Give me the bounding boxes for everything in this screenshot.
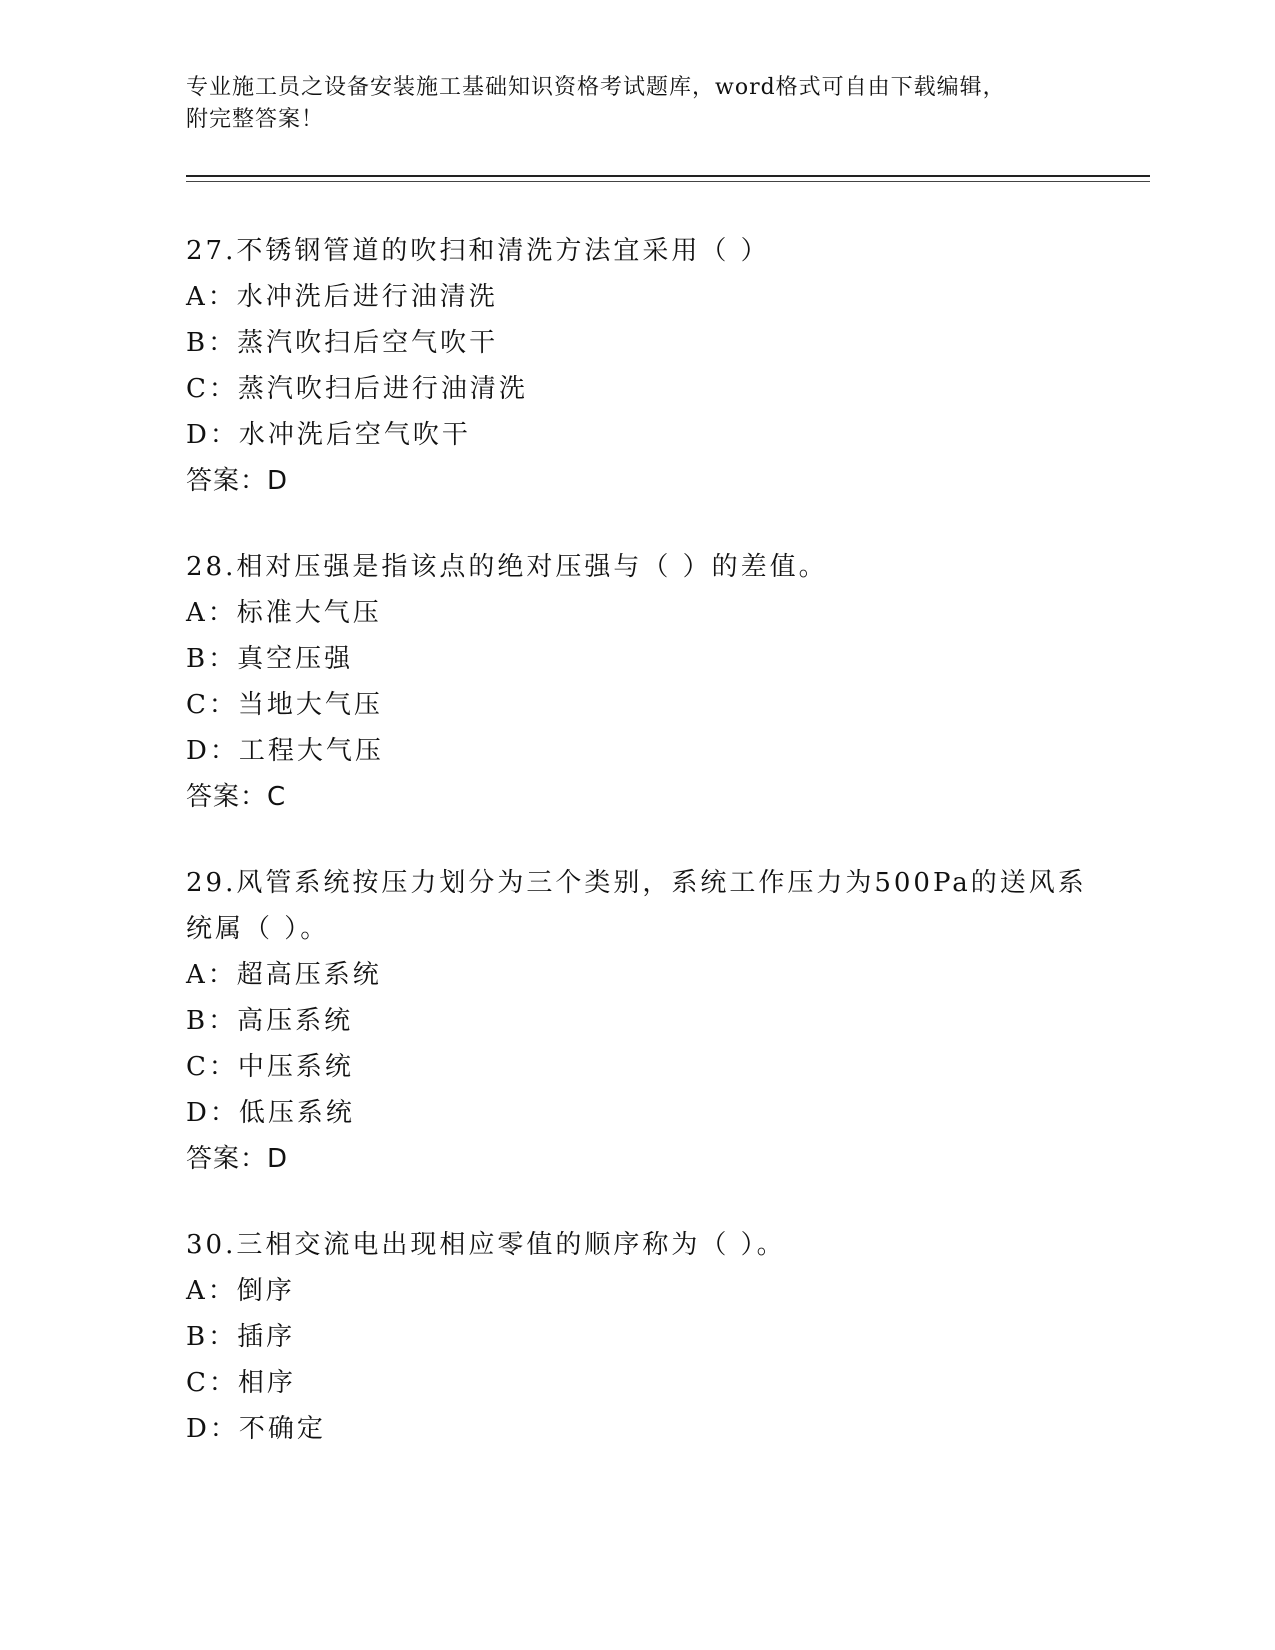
question-stem: 28.相对压强是指该点的绝对压强与（ ）的差值。: [186, 552, 828, 582]
option-b: B：真空压强: [186, 644, 354, 674]
question-29: [186, 860, 1087, 1182]
question-stem: 30.三相交流电出现相应零值的顺序称为（ ）。: [186, 1230, 786, 1260]
option-d: D：水冲洗后空气吹干: [186, 420, 471, 450]
option-a: A：标准大气压: [186, 598, 382, 628]
question-stem-line-1: 29.风管系统按压力划分为三个类别，系统工作压力为500Pa的送风系: [186, 868, 1087, 898]
question-30: [186, 1222, 1076, 1452]
answer-label: 答案：D: [186, 1144, 289, 1174]
option-d: D：低压系统: [186, 1098, 355, 1128]
question-stem: 27.不锈钢管道的吹扫和清洗方法宜采用（ ）: [186, 236, 770, 266]
option-b: B：高压系统: [186, 1006, 354, 1036]
answer-label: 答案：C: [186, 782, 287, 812]
option-b: B：插序: [186, 1322, 296, 1352]
document-header: [186, 72, 1066, 136]
option-a: A：倒序: [186, 1276, 295, 1306]
question-28: [186, 544, 1076, 820]
option-c: C：相序: [186, 1368, 296, 1398]
option-a: A：水冲洗后进行油清洗: [186, 282, 498, 312]
question-27: [186, 228, 1076, 504]
answer-label: 答案：D: [186, 466, 289, 496]
header-line-1: 专业施工员之设备安装施工基础知识资格考试题库，word格式可自由下载编辑，: [186, 75, 1006, 100]
option-c: C：蒸汽吹扫后进行油清洗: [186, 374, 528, 404]
option-c: C：中压系统: [186, 1052, 354, 1082]
option-c: C：当地大气压: [186, 690, 383, 720]
option-a: A：超高压系统: [186, 960, 382, 990]
option-d: D：不确定: [186, 1414, 326, 1444]
header-line-2: 附完整答案！: [186, 107, 325, 132]
header-divider-thick: [186, 175, 1150, 177]
option-b: B：蒸汽吹扫后空气吹干: [186, 328, 499, 358]
option-d: D：工程大气压: [186, 736, 384, 766]
header-divider-thin: [186, 181, 1150, 182]
question-stem-line-2: 统属（ ）。: [186, 914, 330, 944]
